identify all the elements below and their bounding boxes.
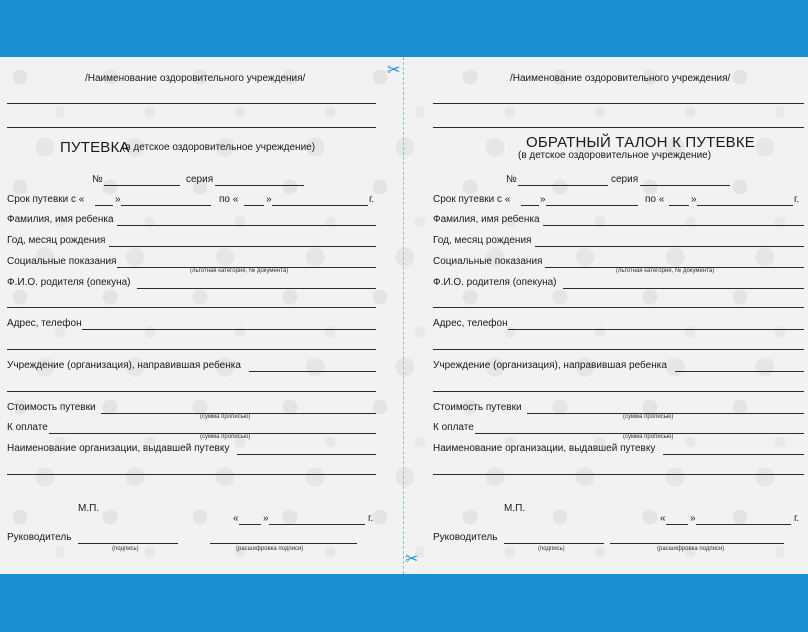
issuer-field[interactable] (663, 454, 804, 455)
period-year-suffix: г. (369, 194, 375, 205)
date-month-field[interactable] (269, 524, 365, 525)
head-label: Руководитель (433, 532, 498, 543)
period-year-suffix: г. (794, 194, 800, 205)
period-from-day[interactable] (521, 205, 539, 206)
address-field[interactable] (508, 329, 804, 330)
form-subtitle: (в детское оздоровительное учреждение) (518, 150, 712, 161)
period-close-quote: » (540, 194, 546, 205)
issuer-field-line-2[interactable] (7, 474, 376, 475)
issuer-field-line-2[interactable] (433, 474, 804, 475)
cost-label: Стоимость путевки (7, 402, 96, 413)
date-year-suffix: г. (794, 513, 800, 524)
institution-label: /Наименование оздоровительного учреждения/ (510, 73, 731, 84)
child-name-field[interactable] (543, 225, 804, 226)
period-from-day[interactable] (95, 205, 113, 206)
stamp-label: М.П. (78, 503, 100, 514)
date-day-field[interactable] (239, 524, 261, 525)
sender-label: Учреждение (организация), направившая ребенка (433, 360, 667, 371)
period-to-month[interactable] (272, 205, 368, 206)
head-decode-field[interactable] (210, 543, 357, 544)
form-title: ОБРАТНЫЙ ТАЛОН К ПУТЕВКЕ (526, 134, 756, 151)
date-open-quote: « (660, 513, 666, 524)
child-name-label: Фамилия, имя ребенка (7, 214, 114, 225)
social-hint: (льготная категория, № документа) (190, 268, 289, 274)
social-label: Социальные показания (433, 256, 543, 267)
payment-label: К оплате (433, 422, 474, 433)
form-title: ПУТЕВКА (60, 139, 130, 156)
scissors-icon: ✂ (405, 551, 419, 568)
institution-label: /Наименование оздоровительного учреждения/ (85, 73, 306, 84)
number-label: № (506, 174, 517, 185)
date-close-quote: » (690, 513, 696, 524)
sender-label: Учреждение (организация), направившая ребенка (7, 360, 241, 371)
return-coupon-panel (404, 57, 808, 574)
number-field[interactable] (104, 185, 180, 186)
period-to-label: по « (219, 194, 239, 205)
period-to-month[interactable] (697, 205, 793, 206)
voucher-panel (0, 57, 403, 574)
sender-field[interactable] (249, 371, 376, 372)
scissors-icon: ✂ (387, 62, 401, 79)
signature-hint: (подпись) (112, 546, 139, 552)
period-to-day[interactable] (669, 205, 689, 206)
head-decode-field[interactable] (610, 543, 784, 544)
address-field[interactable] (82, 329, 376, 330)
parent-field[interactable] (137, 288, 376, 289)
child-name-label: Фамилия, имя ребенка (433, 214, 540, 225)
series-field[interactable] (640, 185, 730, 186)
date-open-quote: « (233, 513, 239, 524)
issuer-label: Наименование организации, выдавшей путевку (7, 443, 230, 454)
series-field[interactable] (215, 185, 304, 186)
period-close-quote: » (115, 194, 121, 205)
bottom-blue-band (0, 574, 808, 632)
period-from-month[interactable] (121, 205, 211, 206)
parent-field-line-2[interactable] (7, 307, 376, 308)
period-to-label: по « (645, 194, 665, 205)
series-label: серия (611, 174, 639, 185)
top-blue-band (0, 0, 808, 57)
birth-field[interactable] (109, 246, 376, 247)
parent-label: Ф.И.О. родителя (опекуна) (7, 277, 131, 288)
series-label: серия (186, 174, 214, 185)
address-label: Адрес, телефон (433, 318, 508, 329)
sender-field-line-2[interactable] (7, 391, 376, 392)
date-day-field[interactable] (666, 524, 688, 525)
payment-label: К оплате (7, 422, 48, 433)
address-field-line-2[interactable] (7, 349, 376, 350)
signature-hint: (подпись) (538, 546, 565, 552)
issuer-label: Наименование организации, выдавшей путевку (433, 443, 656, 454)
address-label: Адрес, телефон (7, 318, 82, 329)
date-year-suffix: г. (368, 513, 374, 524)
cost-hint: (сумма прописью) (623, 414, 674, 420)
institution-line-2[interactable] (433, 127, 804, 128)
head-label: Руководитель (7, 532, 72, 543)
institution-line-2[interactable] (7, 127, 376, 128)
decode-hint: (расшифровка подписи) (657, 546, 725, 552)
birth-label: Год, месяц рождения (7, 235, 106, 246)
birth-field[interactable] (535, 246, 804, 247)
address-field-line-2[interactable] (433, 349, 804, 350)
date-month-field[interactable] (696, 524, 791, 525)
period-from-month[interactable] (546, 205, 638, 206)
institution-line[interactable] (433, 103, 804, 104)
sender-field-line-2[interactable] (433, 391, 804, 392)
head-signature-field[interactable] (504, 543, 604, 544)
parent-field[interactable] (563, 288, 804, 289)
cost-label: Стоимость путевки (433, 402, 522, 413)
payment-hint: (сумма прописью) (200, 434, 251, 440)
form-subtitle: (в детское оздоровительное учреждение) (122, 142, 316, 153)
head-signature-field[interactable] (78, 543, 178, 544)
cost-hint: (сумма прописью) (200, 414, 251, 420)
payment-hint: (сумма прописью) (623, 434, 674, 440)
period-label: Срок путевки с « (433, 194, 511, 205)
child-name-field[interactable] (117, 225, 376, 226)
social-hint: (льготная категория, № документа) (616, 268, 715, 274)
institution-line[interactable] (7, 103, 376, 104)
parent-label: Ф.И.О. родителя (опекуна) (433, 277, 557, 288)
sender-field[interactable] (675, 371, 804, 372)
number-field[interactable] (518, 185, 608, 186)
stamp-label: М.П. (504, 503, 526, 514)
date-close-quote: » (263, 513, 269, 524)
parent-field-line-2[interactable] (433, 307, 804, 308)
issuer-field[interactable] (237, 454, 376, 455)
period-to-close-quote: » (691, 194, 697, 205)
birth-label: Год, месяц рождения (433, 235, 532, 246)
social-label: Социальные показания (7, 256, 117, 267)
period-label: Срок путевки с « (7, 194, 85, 205)
decode-hint: (расшифровка подписи) (236, 546, 304, 552)
number-label: № (92, 174, 103, 185)
period-to-close-quote: » (266, 194, 272, 205)
period-to-day[interactable] (244, 205, 264, 206)
